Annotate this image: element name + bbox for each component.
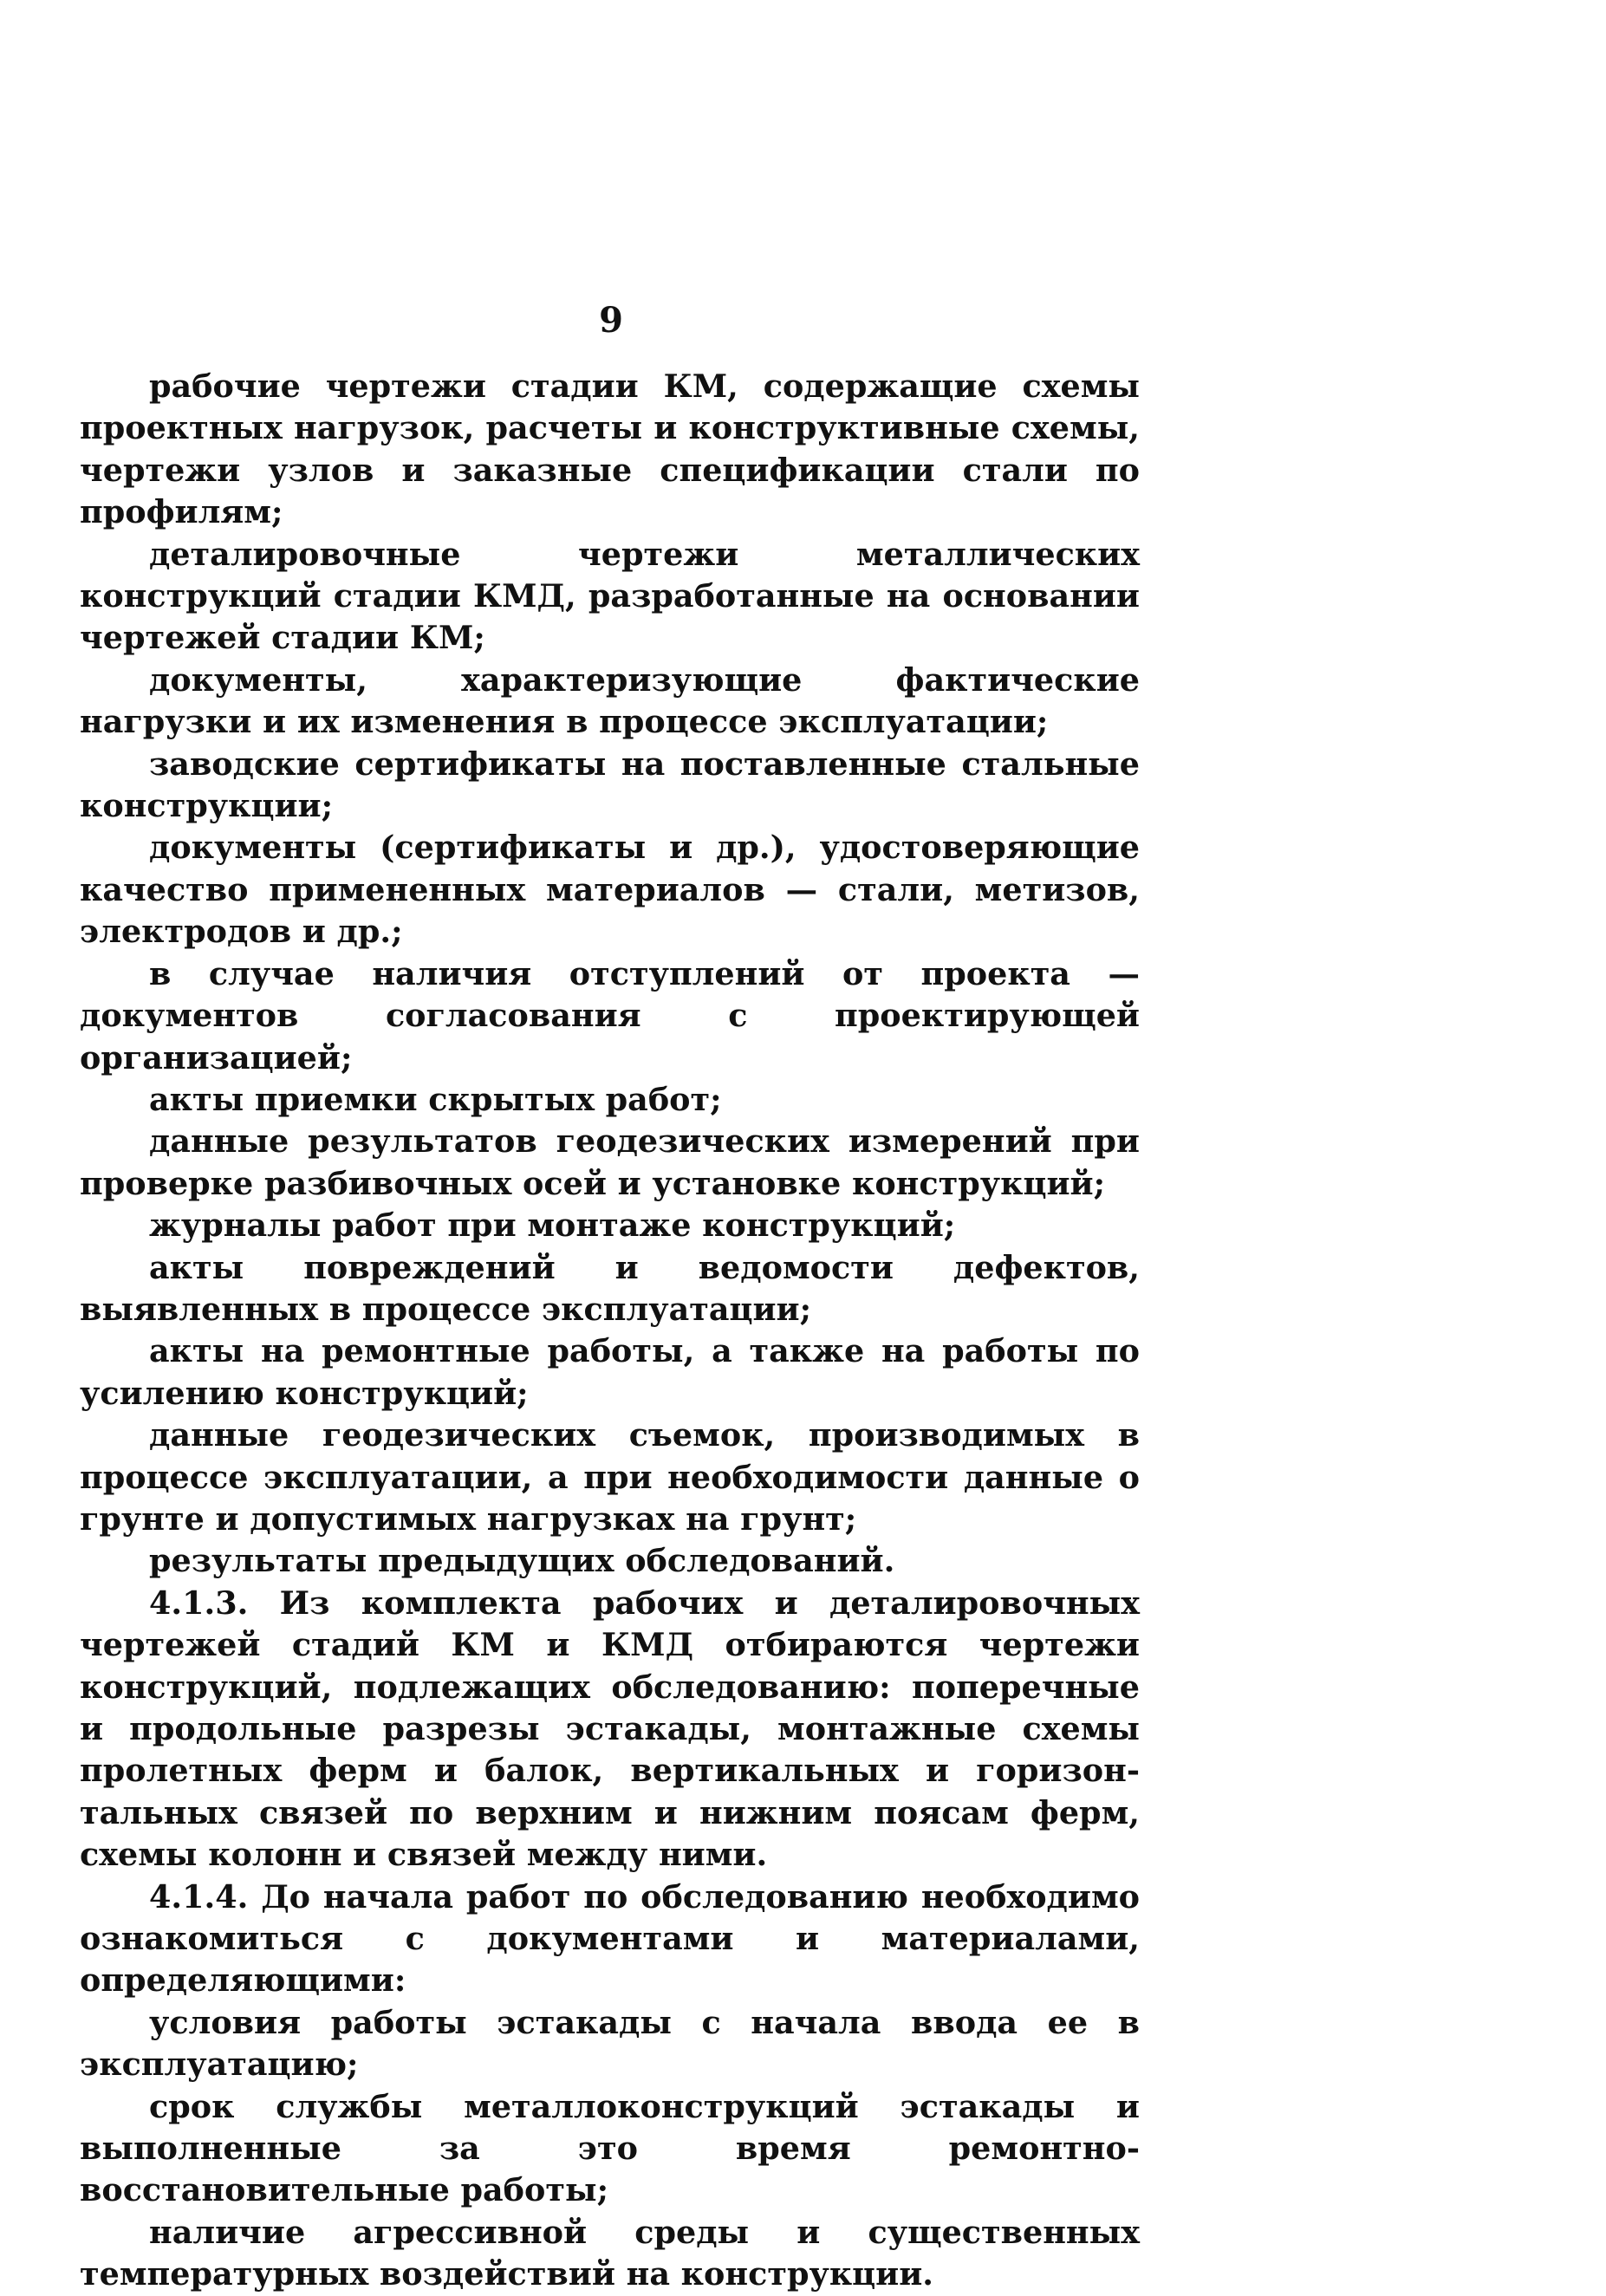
paragraph: наличие агрессивной среды и существенных температурных воздействий на конструкции. [80,2213,1140,2293]
paragraph: данные результатов геодезических измерений при проверке разбивочных осей и установке конструкций; [80,1122,1140,1202]
paragraph: журналы работ при монтаже конструкций; [149,1207,956,1245]
paragraph: данные геодезических съемок, производимых в процессе эксплуатации, а при необходимости данные о грунте и допустимых нагрузках на грунт; [80,1416,1140,1538]
paragraph: акты на ремонтные работы, а также на работы по усилению конструкций; [80,1332,1140,1412]
paragraph: 4.1.4. До начала работ по обследованию необходимо ознакомиться с документами и материалами, определяющими: [80,1877,1140,2000]
paragraph: заводские сертификаты на поставленные стальные конструкции; [80,745,1140,825]
paragraph: документы (сертификаты и др.), удостоверяющие качество примененных материалов — стали, метизов, электродов и др.; [80,829,1140,951]
paragraph: условия работы эстакады с начала ввода ее в эксплуатацию; [80,2003,1140,2084]
paragraph: деталировочные чертежи металлических конструкций стадии КМД, разработанные на основании чертежей стадии КМ; [80,535,1140,657]
paragraph: срок службы металлоконструкций эстакады и выполненные за это время ремонтно-восстановительные работы; [80,2087,1140,2209]
paragraph: акты повреждений и ведомости дефектов, выявленных в процессе эксплуатации; [80,1248,1140,1328]
paragraph: рабочие чертежи стадии КМ, содержащие схемы проектных нагрузок, расчеты и конструктивные схемы, чертежи узлов и заказные спецификации стали по профилям; [80,367,1140,531]
paragraph: результаты предыдущих обследований. [149,1542,895,1580]
body-text [80,366,1140,2296]
page-number: 9 [599,300,623,341]
paragraph: акты приемки скрытых работ; [149,1080,722,1118]
paragraph: документы, характеризующие фактические нагрузки и их изменения в процессе эксплуатации; [80,660,1140,741]
paragraph: 4.1.3. Из комплекта рабочих и деталировочных чертежей стадий КМ и КМД отбираются чертежи конструкций, подлежащих обследованию: поперечные и продольные разрезы эстакады, монтажные схемы пролетных ферм и балок, вертикальных и горизонтальных связей по верхним и нижним поясам ферм, схемы колонн и связей между ними. [80,1584,1140,1874]
paragraph: в случае наличия отступлений от проекта — документов согласования с проектирующей организацией; [80,954,1140,1076]
